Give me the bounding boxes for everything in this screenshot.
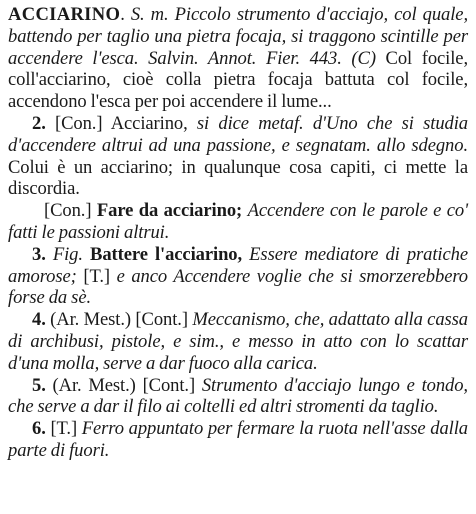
figurative-label: Fig. xyxy=(52,243,83,265)
entry-sense-3 xyxy=(8,244,468,309)
entry-sense-5 xyxy=(8,375,468,419)
definition: Meccanismo, che, adattato alla cassa di archibusi, pistole, e sim., e messo in atto con lo scattar d'una molla, serve a dar fuoco alla carica. xyxy=(8,309,468,374)
definition: Ferro appuntato per fermare la ruota nell'asse dalla parte di fuori. xyxy=(8,418,468,461)
sense-number: 2. xyxy=(32,112,46,134)
sense-number: 6. xyxy=(32,418,46,440)
definition: Essere mediatore di pratiche amorose; xyxy=(8,243,468,287)
grammar-label: S. m. xyxy=(130,4,169,25)
headword: ACCIARINO xyxy=(8,4,121,25)
definition: Accendere con le parole e co' fatti le passioni altrui. xyxy=(8,200,468,243)
field-label: (Ar. Mest.) xyxy=(52,374,136,396)
entry-sense-2 xyxy=(8,113,468,200)
citation-text: Col focile, coll'acciarino, cioè colla pietra focaja battuta col focile, accendono l'esca per poi accendere il lume... xyxy=(8,47,468,113)
field-label: (Ar. Mest.) xyxy=(50,309,132,331)
sense-word: Acciarino, xyxy=(110,112,188,134)
entry-sense-main: ACCIARINO. S. m. Piccolo strumento d'acciajo, col quale, battendo per taglio una pietra focaja, si traggono scintille per accendere l'esca. Salvin. Annot. Fier. 443. (C) Col focile, coll'acciarino, cioè colla pietra focaja battuta col focile, accendono l'esca per poi accendere il lume... xyxy=(8,4,468,113)
sense-tag: [T.] xyxy=(50,418,78,440)
definition: Strumento d'acciajo lungo e tondo, che serve a dar il filo ai coltelli ed altri stromenti da taglio. xyxy=(8,374,468,418)
phrase: Fare da acciarino; xyxy=(96,200,243,222)
phrase: Battere l'acciarino, xyxy=(90,243,243,265)
example-text: Colui è un acciarino; in qualunque cosa capiti, ci mette la discordia. xyxy=(8,156,468,200)
sense-tag: [T.] xyxy=(83,265,110,287)
sense-tag: [Con.] xyxy=(55,112,103,134)
definition: Piccolo strumento d'acciajo, col quale, battendo per taglio una pietra focaja, si traggono scintille per accendere l'esca. xyxy=(8,4,468,69)
entry-sense-6 xyxy=(8,418,468,462)
source-mark: (C) xyxy=(351,47,376,69)
sense-number: 4. xyxy=(32,309,46,331)
definition-2: e anco Accendere voglie che si smorzerebbero forse da sè. xyxy=(8,265,468,309)
definition: si dice metaf. d'Uno che si studia d'accendere altrui ad una passione, e segnatam. allo sdegno. xyxy=(8,112,468,156)
sense-tag: [Cont.] xyxy=(135,309,188,331)
sense-tag: [Cont.] xyxy=(142,374,196,396)
source-citation: Salvin. Annot. Fier. 443. xyxy=(148,47,342,69)
sense-number: 3. xyxy=(32,243,46,265)
sense-tag: [Con.] xyxy=(44,200,92,222)
sense-number: 5. xyxy=(32,374,46,396)
dictionary-entry xyxy=(8,4,468,462)
entry-phrase xyxy=(8,200,468,244)
entry-sense-4 xyxy=(8,309,468,374)
